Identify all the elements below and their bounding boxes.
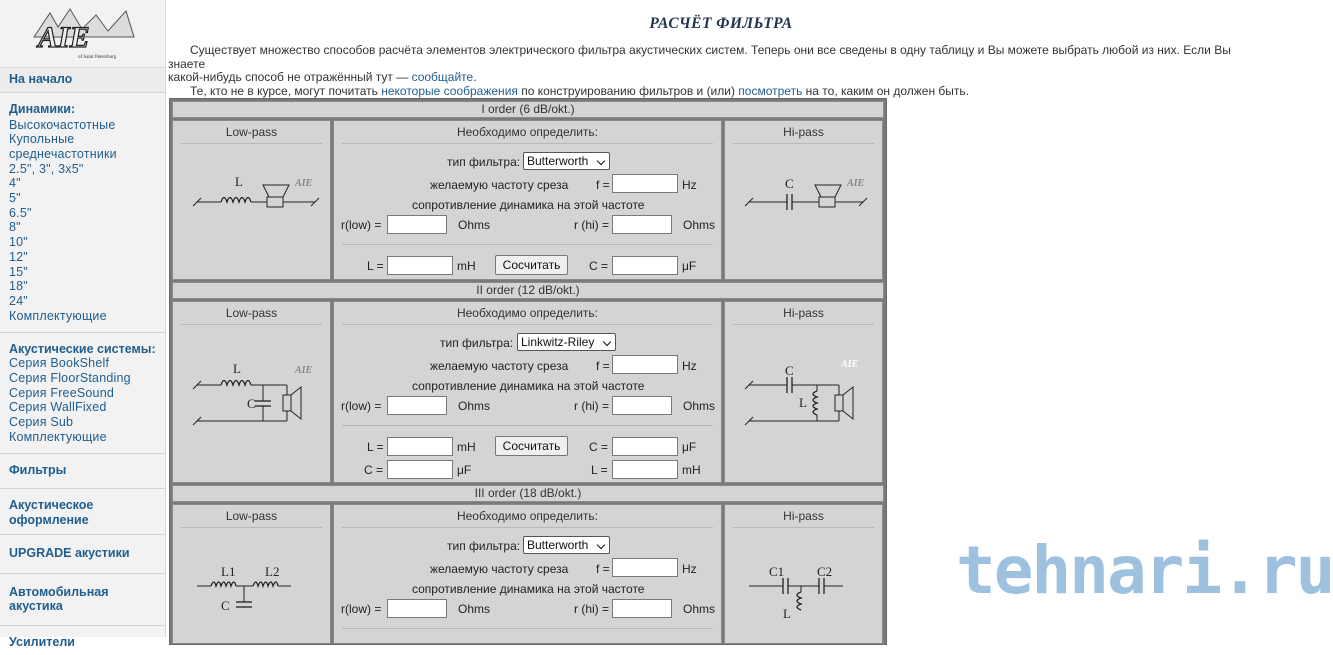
l-label: L = bbox=[591, 463, 608, 477]
sidebar-dynamics-header[interactable]: Динамики: bbox=[9, 101, 76, 116]
order-1-header: I order (6 dB/okt.) bbox=[172, 101, 884, 118]
mh-label: mH bbox=[457, 259, 476, 273]
sidebar-item-freesound[interactable]: Серия FreeSound bbox=[9, 385, 115, 400]
watermark: tehnari.ru bbox=[956, 532, 1333, 609]
c-label: C = bbox=[364, 463, 384, 477]
hipass-2-circuit-icon bbox=[743, 357, 873, 437]
hz-label: Hz bbox=[682, 178, 697, 192]
r-hi-label: r (hi) = bbox=[574, 218, 610, 232]
c-label: C = bbox=[589, 440, 609, 454]
svg-text:C: C bbox=[785, 363, 794, 378]
look-link[interactable]: посмотреть bbox=[738, 83, 803, 98]
sidebar-home[interactable] bbox=[0, 68, 165, 93]
order-2-row bbox=[172, 301, 884, 483]
order-3-lowpass bbox=[172, 504, 331, 644]
ohms-label: Ohms bbox=[683, 399, 716, 413]
sidebar-item-12[interactable]: 12" bbox=[9, 249, 28, 264]
resistance-label: сопротивление динамика на этой частоте bbox=[412, 582, 645, 596]
sidebar-acoustic-header[interactable]: Акустические системы: bbox=[9, 342, 156, 357]
freq-input-3[interactable] bbox=[612, 558, 678, 577]
calculate-button-1[interactable]: Сосчитать bbox=[495, 255, 568, 275]
r-low-label: r(low) = bbox=[341, 602, 382, 616]
sidebar-filters-link[interactable]: Фильтры bbox=[9, 462, 67, 477]
resistance-label: сопротивление динамика на этой частоте bbox=[412, 198, 645, 212]
sidebar-item-midrange[interactable]: среднечастотники bbox=[9, 146, 117, 161]
intro-line-3c: на то, каким он должен быть. bbox=[802, 83, 970, 98]
r-hi-input-1[interactable] bbox=[612, 215, 672, 234]
ohms-label: Ohms bbox=[458, 218, 491, 232]
hipass-3-circuit-icon bbox=[743, 560, 873, 640]
order-2-params bbox=[333, 301, 722, 483]
sidebar-item-2-5[interactable]: 2.5", 3", 3x5" bbox=[9, 161, 84, 176]
sidebar-filters[interactable] bbox=[0, 454, 165, 490]
freq-input-2[interactable] bbox=[612, 355, 678, 374]
filter-type-select-2[interactable]: Linkwitz-Riley bbox=[517, 333, 616, 351]
sidebar-car-link[interactable]: Автомобильная акустика bbox=[9, 584, 109, 614]
sidebar-item-4[interactable]: 4" bbox=[9, 176, 21, 191]
sidebar-item-sub[interactable]: Серия Sub bbox=[9, 415, 74, 430]
filter-type-label: тип фильтра: bbox=[447, 155, 521, 169]
sidebar-item-wallfixed[interactable]: Серия WallFixed bbox=[9, 400, 107, 415]
sidebar-item-bookshelf[interactable]: Серия BookShelf bbox=[9, 356, 110, 371]
r-low-input-1[interactable] bbox=[387, 215, 447, 234]
logo-text: AIE bbox=[38, 21, 90, 54]
filter-table bbox=[169, 98, 887, 645]
determine-title: Необходимо определить: bbox=[456, 306, 599, 320]
uf-label: μF bbox=[682, 259, 697, 273]
svg-text:AIE: AIE bbox=[295, 365, 313, 376]
calculate-button-2[interactable]: Сосчитать bbox=[495, 436, 568, 456]
sidebar-dynamics bbox=[0, 93, 165, 334]
sidebar-item-acoustic-components[interactable]: Комплектующие bbox=[9, 429, 107, 444]
f-label: f = bbox=[596, 178, 610, 192]
hipass-title: Hi-pass bbox=[783, 125, 824, 139]
hipass-title: Hi-pass bbox=[783, 306, 824, 320]
svg-text:L1: L1 bbox=[221, 564, 236, 579]
svg-text:L: L bbox=[783, 606, 791, 621]
order-2-header: II order (12 dB/okt.) bbox=[172, 282, 884, 299]
filter-type-select-3[interactable]: Butterworth bbox=[523, 536, 610, 554]
uf-label: μF bbox=[682, 440, 697, 454]
r-hi-label: r (hi) = bbox=[574, 399, 610, 413]
sidebar-item-floorstanding[interactable]: Серия FloorStanding bbox=[9, 371, 131, 386]
svg-text:C2: C2 bbox=[817, 564, 833, 579]
hz-label: Hz bbox=[682, 562, 697, 576]
hipass-title: Hi-pass bbox=[783, 509, 824, 523]
aie-logo-icon bbox=[30, 7, 140, 61]
sidebar-home-link[interactable]: На начало bbox=[9, 72, 73, 86]
sidebar-item-15[interactable]: 15" bbox=[9, 264, 28, 279]
logo[interactable] bbox=[0, 0, 165, 68]
sidebar-amps-link[interactable]: Усилители bbox=[9, 634, 75, 649]
logo-subtext: of Saint Petersburg bbox=[78, 55, 117, 60]
intro-line-3b: по конструированию фильтров и (или) bbox=[517, 83, 739, 98]
r-hi-input-2[interactable] bbox=[612, 396, 672, 415]
intro-line-3a: Те, кто не в курсе, могут почитать bbox=[190, 83, 382, 98]
sidebar-item-8[interactable]: 8" bbox=[9, 220, 21, 235]
f-label: f = bbox=[596, 562, 610, 576]
intro-line-2-end: . bbox=[473, 70, 477, 85]
order-3-header: III order (18 dB/okt.) bbox=[172, 485, 884, 502]
sidebar-design-link[interactable]: Акустическое оформление bbox=[9, 498, 94, 527]
svg-text:L: L bbox=[235, 174, 243, 189]
order-1-lowpass bbox=[172, 120, 331, 280]
sidebar-item-components[interactable]: Комплектующие bbox=[9, 308, 107, 323]
lowpass-1-circuit-icon bbox=[191, 171, 321, 231]
order-2-lowpass bbox=[172, 301, 331, 483]
uf-label: μF bbox=[457, 463, 472, 477]
l-label: L = bbox=[367, 259, 384, 273]
r-hi-label: r (hi) = bbox=[574, 602, 610, 616]
r-low-label: r(low) = bbox=[341, 399, 382, 413]
sidebar-item-tweeters[interactable]: Высокочастотные bbox=[9, 117, 116, 132]
svg-text:C: C bbox=[247, 396, 256, 411]
sidebar-amps[interactable] bbox=[0, 626, 165, 655]
filter-type-label: тип фильтра: bbox=[447, 539, 521, 553]
lowpass-2-circuit-icon bbox=[191, 357, 321, 437]
svg-text:AIE: AIE bbox=[847, 178, 865, 189]
cutoff-label: желаемую частоту среза bbox=[430, 562, 569, 576]
ohms-label: Ohms bbox=[683, 218, 716, 232]
sidebar-item-6-5[interactable]: 6.5" bbox=[9, 205, 32, 220]
l-output-2b[interactable] bbox=[612, 460, 678, 479]
r-low-label: r(low) = bbox=[341, 218, 382, 232]
svg-text:L: L bbox=[233, 361, 241, 376]
l-output-2[interactable] bbox=[387, 437, 453, 456]
svg-text:L: L bbox=[799, 395, 807, 410]
hipass-1-circuit-icon bbox=[743, 171, 873, 231]
intro-line-1: Существует множество способов расчёта элементов электрического фильтра акустических систем. Теперь они все сведены в одну таблицу и Вы можете выбрать любой из них. Если Вы знаете bbox=[168, 43, 1231, 71]
lowpass-title: Low-pass bbox=[225, 306, 278, 320]
sidebar-item-dome[interactable]: Купольные bbox=[9, 132, 75, 147]
mh-label: mH bbox=[457, 440, 476, 454]
sidebar-upgrade[interactable] bbox=[0, 535, 165, 574]
ohms-label: Ohms bbox=[458, 602, 491, 616]
order-1-hipass bbox=[724, 120, 883, 280]
sidebar-item-18[interactable]: 18" bbox=[9, 279, 28, 294]
order-1-row bbox=[172, 120, 884, 280]
lowpass-title: Low-pass bbox=[225, 125, 278, 139]
c-label: C = bbox=[589, 259, 609, 273]
svg-text:AIE: AIE bbox=[841, 359, 859, 370]
r-low-input-3[interactable] bbox=[387, 599, 447, 618]
filter-type-label: тип фильтра: bbox=[440, 336, 514, 350]
lowpass-3-circuit-icon bbox=[191, 560, 321, 640]
cutoff-label: желаемую частоту среза bbox=[430, 178, 569, 192]
order-3-hipass bbox=[724, 504, 883, 644]
sidebar-item-10[interactable]: 10" bbox=[9, 235, 28, 250]
c-output-1[interactable] bbox=[612, 256, 678, 275]
l-output-1[interactable] bbox=[387, 256, 453, 275]
l-label: L = bbox=[367, 440, 384, 454]
c-output-2[interactable] bbox=[612, 437, 678, 456]
determine-title: Необходимо определить: bbox=[456, 125, 599, 139]
intro-line-2: какой-нибудь способ не отражённый тут — bbox=[168, 70, 412, 85]
considerations-link[interactable]: некоторые соображения bbox=[381, 83, 518, 98]
sidebar-item-24[interactable]: 24" bbox=[9, 293, 28, 308]
sidebar-car[interactable] bbox=[0, 574, 165, 626]
freq-input-1[interactable] bbox=[612, 174, 678, 193]
mh-label: mH bbox=[682, 463, 701, 477]
order-3-row bbox=[172, 504, 884, 644]
resistance-label: сопротивление динамика на этой частоте bbox=[412, 379, 645, 393]
page-title: РАСЧЁТ ФИЛЬТРА bbox=[649, 15, 793, 32]
order-3-params bbox=[333, 504, 722, 644]
order-1-params bbox=[333, 120, 722, 280]
determine-title: Необходимо определить: bbox=[456, 509, 599, 523]
order-2-hipass bbox=[724, 301, 883, 483]
ohms-label: Ohms bbox=[458, 399, 491, 413]
svg-text:AIE: AIE bbox=[295, 178, 313, 189]
sidebar-item-5[interactable]: 5" bbox=[9, 191, 21, 206]
sidebar bbox=[0, 0, 166, 649]
c-output-2b[interactable] bbox=[387, 460, 453, 479]
r-low-input-2[interactable] bbox=[387, 396, 447, 415]
f-label: f = bbox=[596, 359, 610, 373]
cutoff-label: желаемую частоту среза bbox=[430, 359, 569, 373]
main-content bbox=[166, 0, 1333, 637]
svg-text:C: C bbox=[785, 176, 794, 191]
filter-type-select-1[interactable]: Butterworth bbox=[523, 152, 610, 170]
report-link[interactable]: сообщайте bbox=[411, 70, 474, 85]
svg-text:C: C bbox=[221, 598, 230, 613]
sidebar-upgrade-link[interactable]: UPGRADE акустики bbox=[9, 546, 130, 561]
hz-label: Hz bbox=[682, 359, 697, 373]
lowpass-title: Low-pass bbox=[225, 509, 278, 523]
svg-text:L2: L2 bbox=[265, 564, 280, 579]
svg-text:C1: C1 bbox=[769, 564, 785, 579]
intro-text bbox=[168, 44, 1268, 98]
r-hi-input-3[interactable] bbox=[612, 599, 672, 618]
sidebar-design[interactable] bbox=[0, 489, 165, 535]
ohms-label: Ohms bbox=[683, 602, 716, 616]
sidebar-acoustic bbox=[0, 333, 165, 453]
